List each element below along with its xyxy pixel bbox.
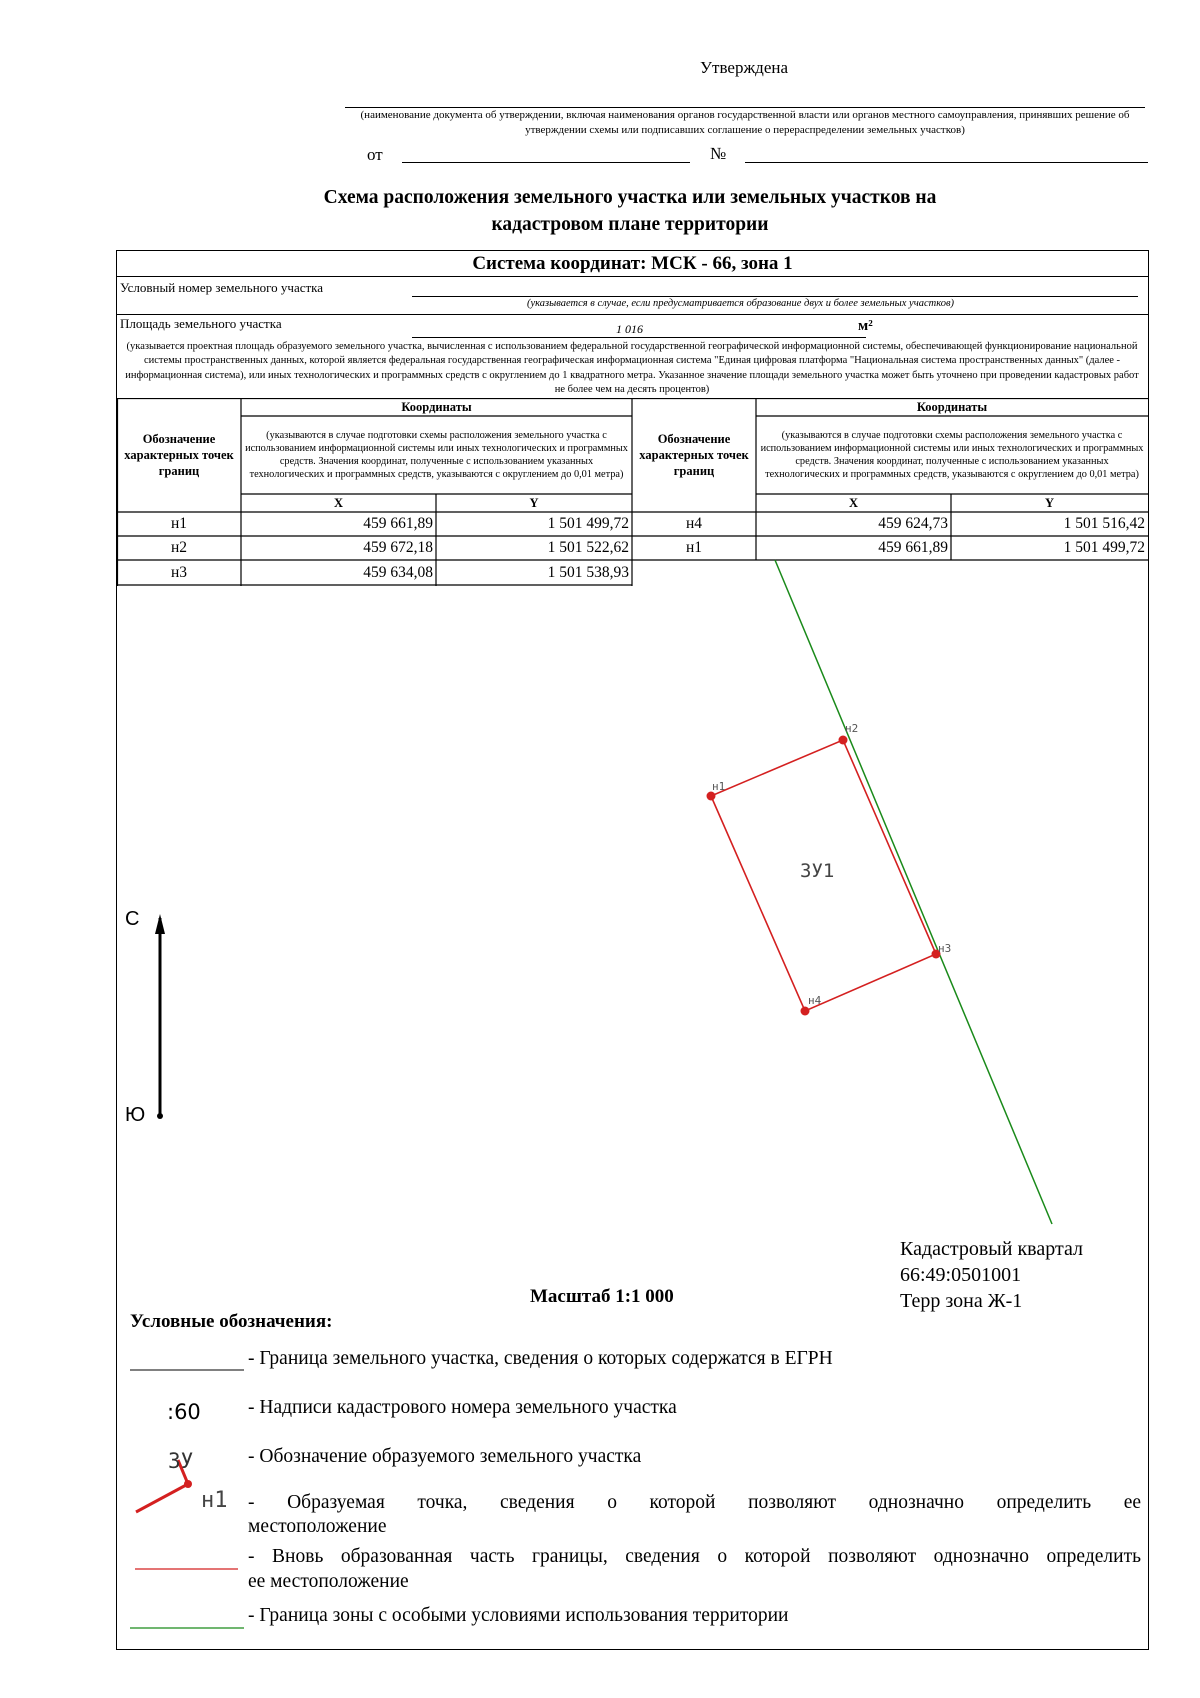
point-label-n3: н3 xyxy=(938,942,952,955)
plot-number-label: Условный номер земельного участка xyxy=(120,280,324,295)
number-label: № xyxy=(710,144,727,163)
legend-new-boundary-line2: ее местоположение xyxy=(248,1571,409,1592)
table-cell-point: н2 xyxy=(170,539,188,556)
table-cell-y: 1 501 499,72 xyxy=(1063,539,1145,556)
from-label: от xyxy=(367,145,383,164)
table-cell-x: 459 634,08 xyxy=(363,563,433,581)
cadastral-quarter-label: Кадастровый квартал xyxy=(900,1238,1083,1260)
legend-zone-text: - Граница зоны с особыми условиями использования территории xyxy=(248,1605,789,1626)
legend-point-sample: н1 xyxy=(201,1488,228,1513)
table-cell-y: 1 501 516,42 xyxy=(1063,515,1145,532)
x-header: X xyxy=(333,496,344,510)
territorial-zone: Терр зона Ж-1 xyxy=(900,1290,1023,1312)
point-header: Обозначение характерных точек границ xyxy=(639,432,749,478)
legend-zu-text: - Обозначение образуемого земельного участка xyxy=(248,1446,642,1467)
table-cell-y: 1 501 522,62 xyxy=(547,539,629,556)
coords-note: (указываются в случае подготовки схемы расположения земельного участка с использованием информационной системы или иных технологических и программных средств. Значения координат, полученные с использованием указанных технологических и программных средств, указываются с округлением до 0,01 метра) xyxy=(245,430,628,480)
legend-point-text-line1: - Образуемая точка, сведения о которой позволяют однозначно определить ее xyxy=(248,1492,1141,1513)
approved-label: Утверждена xyxy=(700,58,789,77)
coords-header: Координаты xyxy=(916,400,988,414)
point-label-n1: н1 xyxy=(712,780,726,793)
area-note: (указывается проектная площадь образуемого земельного участка, вычисленная с использованием федеральной государственной географической информационной системы, обеспечивающей функционирование национальной системы пространственных данных, которой является федеральная государственная географическая информационная система "Единая цифровая платформа "Национальная система пространственных данных" (далее - информационная система), или иных технологических и программных средств с округлением до 1 квадратного метра. Указанное значение площади земельного участка может быть уточнено при проведении кадастровых работ не более чем на десять процентов) xyxy=(125,341,1139,395)
table-cell-x: 459 624,73 xyxy=(878,515,948,532)
legend-new-boundary-line1: - Вновь образованная часть границы, сведения о которой позволяют однозначно определить xyxy=(248,1546,1141,1567)
point-header: Обозначение характерных точек границ xyxy=(124,432,234,478)
y-header: Y xyxy=(1044,496,1055,510)
south-label: Ю xyxy=(125,1104,146,1126)
legend-point-text-line2: местоположение xyxy=(248,1516,387,1537)
table-cell-point: н4 xyxy=(685,515,703,532)
legend-egrn-text: - Граница земельного участка, сведения о которых содержатся в ЕГРН xyxy=(248,1348,833,1369)
scale-label: Масштаб 1:1 000 xyxy=(530,1286,674,1307)
coordinate-system-title: Система координат: МСК - 66, зона 1 xyxy=(472,253,793,274)
document-title: Схема расположения земельного участка или земельных участков на кадастровом плане территории xyxy=(323,187,937,235)
parcel-label: ЗУ1 xyxy=(800,860,835,882)
table-cell-point: н3 xyxy=(170,563,188,581)
area-label: Площадь земельного участка xyxy=(120,316,282,331)
area-unit: м² xyxy=(858,318,873,334)
cadastral-quarter-number: 66:49:0501001 xyxy=(900,1264,1022,1286)
coords-header: Координаты xyxy=(401,400,472,414)
coords-note: (указываются в случае подготовки схемы расположения земельного участка с использованием информационной системы или иных технологических и программных средств. Значения координат, полученные с использованием указанных технологических и программных средств, указываются с округлением до 0,01 метра) xyxy=(760,430,1144,480)
point-label-n2: н2 xyxy=(845,722,859,735)
table-cell-y: 1 501 538,93 xyxy=(547,563,629,581)
table-cell-point: н1 xyxy=(685,539,703,556)
table-cell-x: 459 672,18 xyxy=(363,539,433,556)
legend-cadnum-text: - Надписи кадастрового номера земельного участка xyxy=(248,1397,677,1418)
north-label: С xyxy=(125,908,140,930)
plot-number-note: (указывается в случае, если предусматривается образование двух и более земельных участков) xyxy=(527,298,955,309)
legend-point-stroke xyxy=(136,1484,188,1512)
legend-cadnum-sample: :60 xyxy=(167,1400,201,1424)
table-cell-x: 459 661,89 xyxy=(878,539,948,556)
legend-zu-sample: ЗУ xyxy=(168,1449,194,1473)
table-cell-x: 459 661,89 xyxy=(363,515,433,532)
y-header: Y xyxy=(529,496,539,510)
x-header: X xyxy=(848,496,859,510)
table-cell-point: н1 xyxy=(170,515,188,532)
legend-point-dot xyxy=(184,1480,192,1488)
approval-doc-note: (наименование документа об утверждении, включая наименования органов государственной власти или органов местного самоуправления, принявших решение об утверждении схемы или подписавших соглашение о перераспределении земельных участков) xyxy=(360,109,1130,136)
legend-title: Условные обозначения: xyxy=(130,1311,333,1332)
area-value: 1 016 xyxy=(616,322,643,336)
table-cell-y: 1 501 499,72 xyxy=(547,515,629,532)
point-label-n4: н4 xyxy=(808,994,822,1007)
